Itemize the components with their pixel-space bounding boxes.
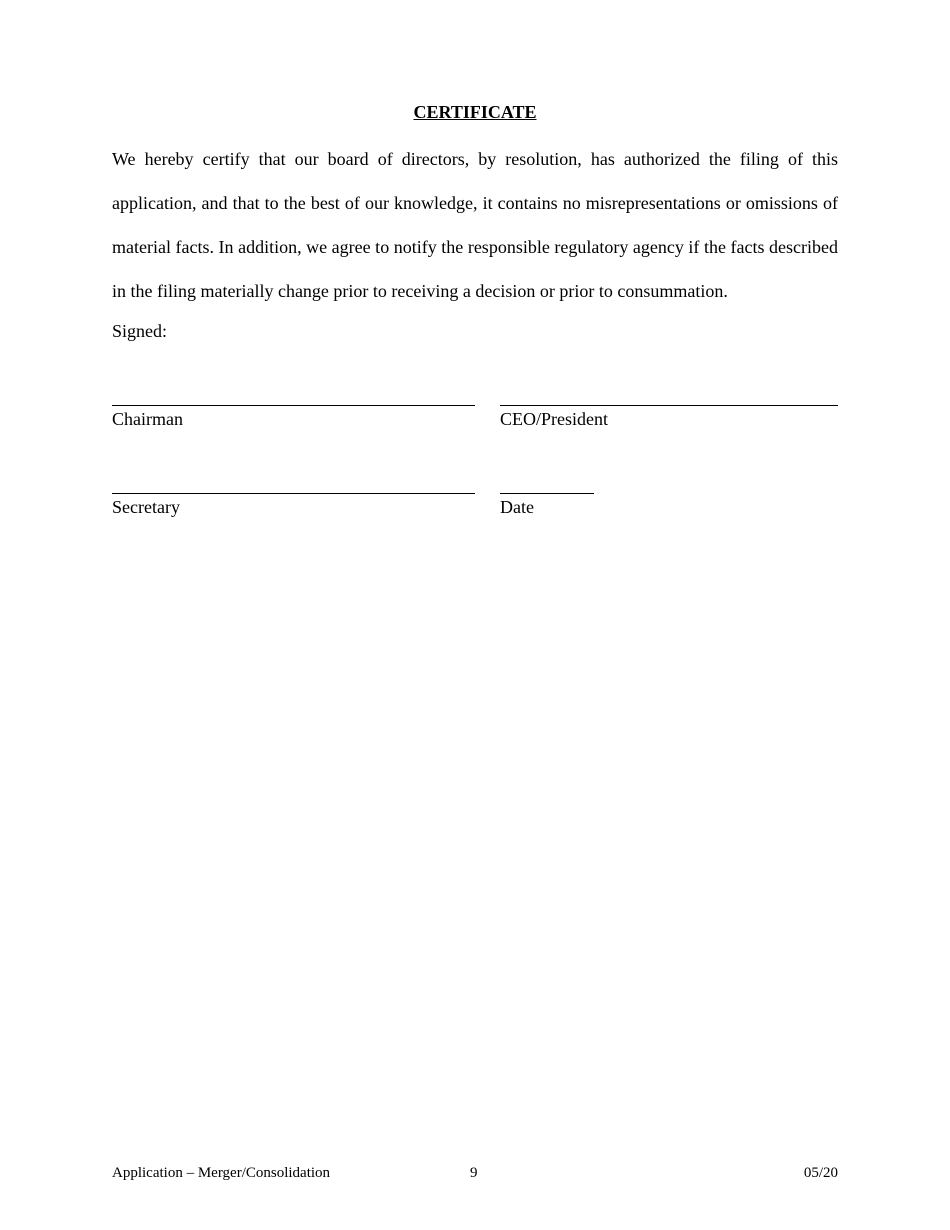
footer-page-number: 9	[470, 1165, 478, 1181]
ceo-president-label: CEO/President	[500, 409, 608, 429]
date-label: Date	[500, 497, 534, 517]
certificate-title: CERTIFICATE	[413, 102, 537, 122]
footer-document-name: Application – Merger/Consolidation	[112, 1165, 331, 1181]
date-line	[500, 493, 594, 494]
footer-revision-date: 05/20	[803, 1165, 838, 1181]
chairman-signature-line	[112, 405, 475, 406]
ceo-president-signature-line	[500, 405, 838, 406]
certification-paragraph: We hereby certify that our board of directors, by resolution, has authorized the filing of this application, and that to the best of our knowledge, it contains no misrepresentations or omissions of material facts. In addition, we agree to notify the responsible regulatory agency if the facts described in the filing materially change prior to receiving a decision or prior to consummation.	[112, 149, 838, 301]
secretary-signature-line	[112, 493, 475, 494]
signed-label: Signed:	[112, 321, 168, 341]
secretary-label: Secretary	[112, 497, 180, 517]
chairman-label: Chairman	[112, 409, 183, 429]
